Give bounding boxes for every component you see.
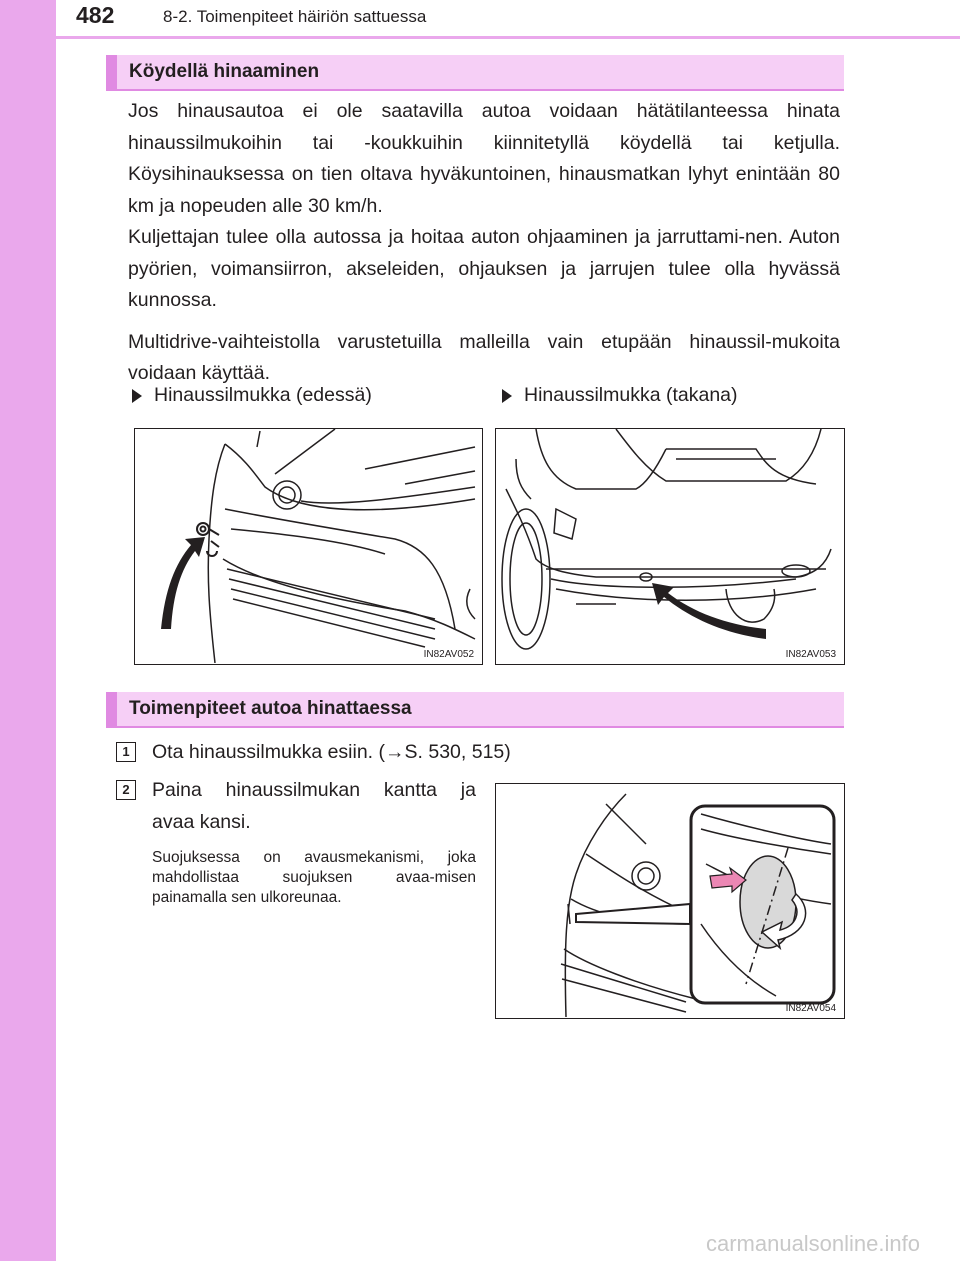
header-rule	[56, 36, 960, 39]
rear-bumper-illustration	[496, 429, 843, 663]
figure-caption-front	[132, 384, 372, 407]
step-text: Ota hinaussilmukka esiin. (→S. 530, 515)	[152, 741, 511, 763]
step-text-line: Paina hinaussilmukan kantta ja	[152, 779, 476, 801]
caption-text: Hinaussilmukka (takana)	[524, 384, 738, 406]
sidebar-band	[0, 0, 56, 1261]
note-text: Suojuksessa on avausmekanismi, joka mahdollistaa suojuksen avaa-misen painamalla sen ulkoreunaa.	[152, 849, 476, 906]
triangle-bullet-icon	[502, 389, 512, 403]
paragraph: Kuljettajan tulee olla autossa ja hoitaa auton ohjaaminen ja jarruttami-nen. Auton pyörien, voimansiirron, akseleiden, ohjauksen ja jarrujen tulee olla hyvässä kunnossa.	[128, 226, 840, 311]
figure-code: IN82AV052	[423, 649, 474, 660]
front-bumper-illustration	[135, 429, 481, 663]
figure-code: IN82AV054	[785, 1003, 836, 1014]
figure-caption-rear	[502, 384, 738, 407]
figure-front-tow-eyelet	[134, 428, 483, 665]
caption-text: Hinaussilmukka (edessä)	[154, 384, 372, 406]
section-heading-towing-procedure	[106, 692, 844, 728]
figure-tow-eyelet-cover	[495, 783, 845, 1019]
watermark-text: carmanualsonline.info	[705, 1231, 920, 1256]
step-number: 1	[116, 742, 136, 762]
paragraph: Multidrive-vaihteistolla varustetuilla malleilla vain etupään hinaussil-mukoita voidaan käyttää.	[128, 330, 840, 384]
cover-illustration	[496, 784, 843, 1017]
figure-rear-tow-eyelet	[495, 428, 845, 665]
paragraph: Jos hinausautoa ei ole saatavilla autoa voidaan hätätilanteessa hinata hinaussilmukoihin tai -koukkuihin kiinnitetyllä köydellä tai ketjulla. Köysihinauksessa on tien oltava hyväkuntoinen, hinausmatkan lyhyt enintään 80 km ja nopeuden alle 30 km/h.	[128, 100, 840, 217]
section-title: Toimenpiteet autoa hinattaessa	[129, 698, 412, 719]
section-heading-rope-towing	[106, 55, 844, 91]
section-body	[128, 96, 840, 390]
triangle-bullet-icon	[132, 389, 142, 403]
page-number: 482	[76, 2, 115, 28]
figure-code: IN82AV053	[785, 649, 836, 660]
section-title: Köydellä hinaaminen	[129, 61, 320, 82]
step-text-line: avaa kansi.	[152, 811, 251, 833]
step-number: 2	[116, 780, 136, 800]
chapter-title: 8-2. Toimenpiteet häiriön sattuessa	[163, 7, 427, 26]
